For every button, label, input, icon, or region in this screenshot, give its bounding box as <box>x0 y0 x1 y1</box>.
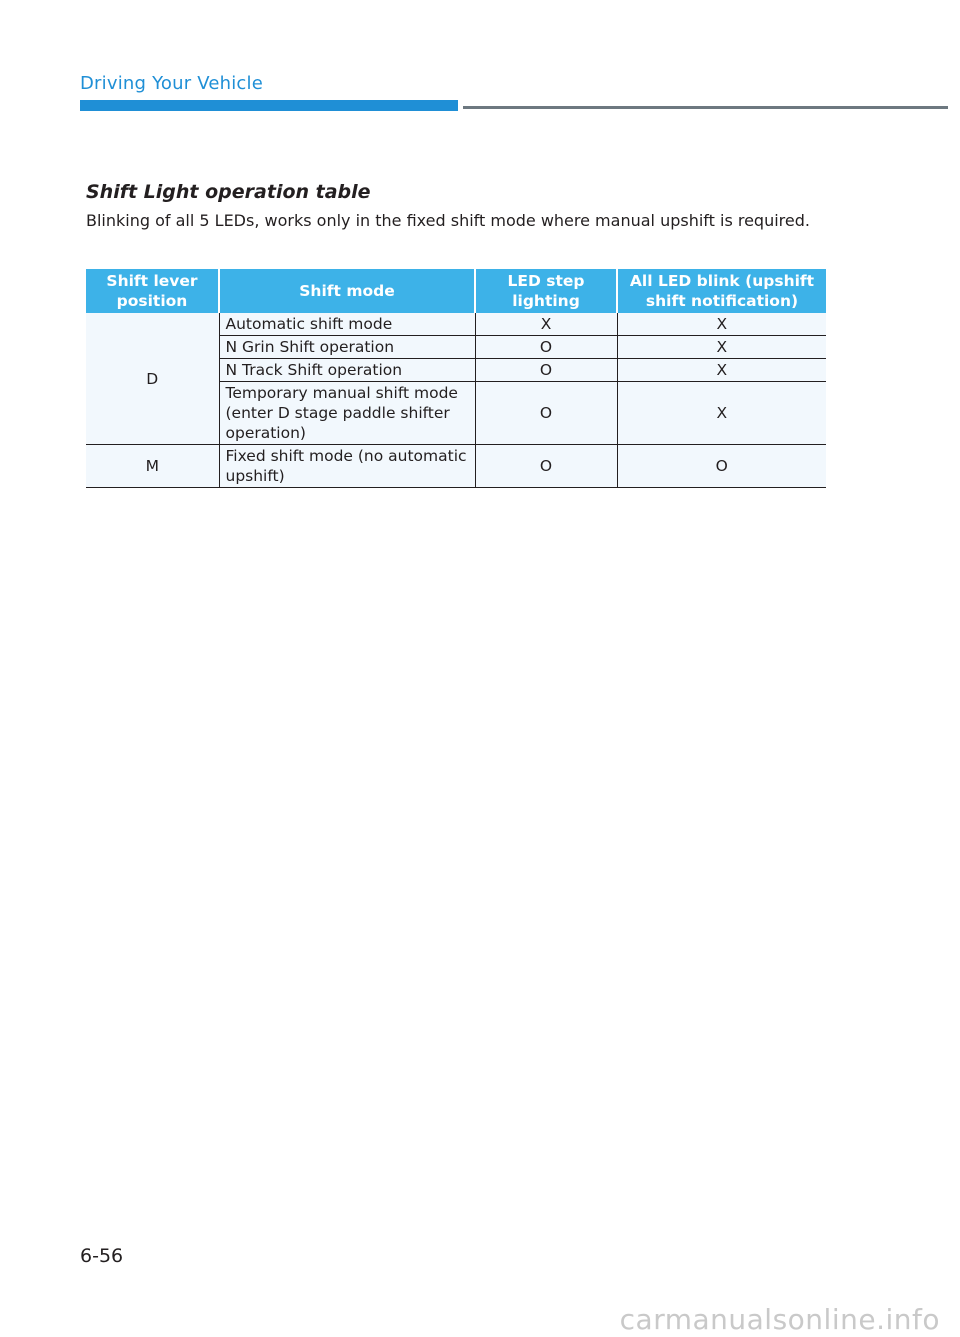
header-all-led-blink: All LED blink (upshift shift notification) <box>617 269 826 313</box>
position-cell-m: M <box>86 445 219 488</box>
led-blink-cell: X <box>617 336 826 359</box>
section-title: Shift Light operation table <box>86 181 371 203</box>
header-shift-lever-position: Shift lever position <box>86 269 219 313</box>
header-shift-mode: Shift mode <box>219 269 475 313</box>
led-step-cell: O <box>475 382 617 445</box>
led-blink-cell: O <box>617 445 826 488</box>
mode-cell: N Track Shift operation <box>219 359 475 382</box>
table-header-row <box>86 269 826 313</box>
header-led-step-lighting: LED step lighting <box>475 269 617 313</box>
header-accent-bar <box>80 100 458 111</box>
mode-cell: Temporary manual shift mode (enter D stage paddle shifter operation) <box>219 382 475 445</box>
header-rule <box>463 106 948 109</box>
mode-cell: N Grin Shift operation <box>219 336 475 359</box>
mode-cell: Automatic shift mode <box>219 313 475 336</box>
watermark: carmanualsonline.info <box>619 1303 940 1336</box>
section-body: Blinking of all 5 LEDs, works only in the fixed shift mode where manual upshift is required. <box>86 211 810 230</box>
led-step-cell: X <box>475 313 617 336</box>
led-blink-cell: X <box>617 382 826 445</box>
table-row <box>86 445 826 488</box>
led-step-cell: O <box>475 445 617 488</box>
page-number: 6-56 <box>80 1245 124 1267</box>
position-cell-d: D <box>86 313 219 445</box>
led-step-cell: O <box>475 336 617 359</box>
led-blink-cell: X <box>617 359 826 382</box>
led-blink-cell: X <box>617 313 826 336</box>
shift-light-table <box>86 269 826 488</box>
mode-cell: Fixed shift mode (no automatic upshift) <box>219 445 475 488</box>
header-title: Driving Your Vehicle <box>80 73 263 94</box>
led-step-cell: O <box>475 359 617 382</box>
table-row <box>86 313 826 336</box>
